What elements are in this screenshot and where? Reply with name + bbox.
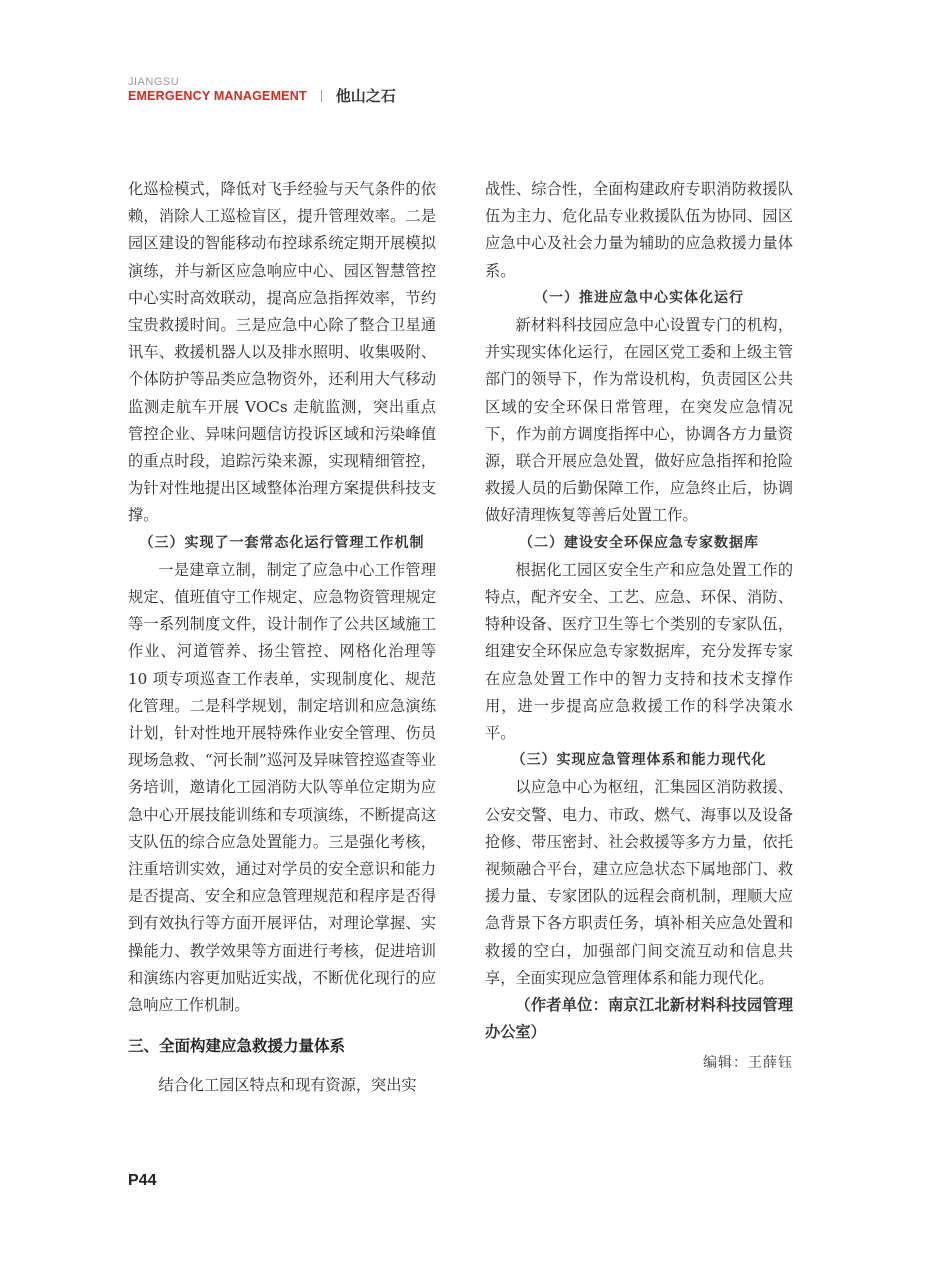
section-heading-3: 三、全面构建应急救援力量体系	[128, 1038, 346, 1056]
right-paragraph-1: 战性、综合性，全面构建政府专职消防救援队伍为主力、危化品专业救援队伍为协同、园区应急中心及社会力量为辅助的应急救援力量体系。	[485, 180, 793, 280]
right-subheading-1: （一）推进应急中心实体化运行	[534, 289, 744, 306]
left-paragraph-3: 结合化工园区特点和现有资源，突出实	[158, 1076, 417, 1095]
masthead-divider	[321, 90, 322, 102]
right-subheading-2: （二）建设安全环保应急专家数据库	[519, 534, 759, 551]
brand-small: JIANGSU	[128, 76, 180, 88]
page-number: P44	[128, 1172, 157, 1189]
right-paragraph-3: 根据化工园区安全生产和应急处置工作的特点，配齐安全、工艺、应急、环保、消防、特种设备、医疗卫生等七个类别的专家队伍，组建安全环保应急专家数据库，充分发挥专家在应急处置工作中的智力支持和技术支撑作用，进一步提高应急救援工作的科学决策水平。	[485, 560, 793, 743]
brand-title: EMERGENCY MANAGEMENT	[128, 89, 307, 103]
left-paragraph-1: 化巡检模式，降低对飞手经验与天气条件的依赖，消除人工巡检盲区，提升管理效率。二是园区建设的智能移动布控球系统定期开展模拟演练，并与新区应急响应中心、园区智慧管控中心实时高效联动，提高应急指挥效率，节约宝贵救援时间。三是应急中心除了整合卫星通讯车、救援机器人以及排水照明、收集吸附、个体防护等品类应急物资外，还利用大气移动监测走航车开展 VOCs 走航监测，突出重点管控企业、异味问题信访投诉区域和污染峰值的重点时段，追踪污染来源，实现精细管控，为针对性地提出区域整体治理方案提供科技支撑。	[128, 180, 436, 525]
section-title: 他山之石	[335, 87, 396, 105]
left-subheading-3: （三）实现了一套常态化运行管理工作机制	[139, 534, 425, 551]
right-paragraph-4: 以应急中心为枢纽，汇集园区消防救援、公安交警、电力、市政、燃气、海事以及设备抢修、带压密封、社会救援等多方力量，依托视频融合平台，建立应急状态下属地部门、救援力量、专家团队的远程会商机制，理顺大应急背景下各方职责任务，填补相关应急处置和救援的空白，加强部门间交流互动和信息共享，全面实现应急管理体系和能力现代化。	[485, 778, 793, 987]
left-column	[128, 176, 436, 1100]
masthead-row	[128, 88, 396, 104]
right-column	[485, 176, 793, 1075]
right-paragraph-2: 新材料科技园应急中心设置专门的机构，并实现实体化运行，在园区党工委和上级主管部门的领导下，作为常设机构，负责园区公共区域的安全环保日常管理，在突发应急情况下，作为前方调度指挥中心，协调各方力量资源，联合开展应急处置，做好应急指挥和抢险救援人员的后勤保障工作，应急终止后，协调做好清理恢复等善后处置工作。	[485, 316, 793, 525]
right-subheading-3: （三）实现应急管理体系和能力现代化	[511, 752, 767, 769]
masthead	[128, 76, 396, 104]
author-affiliation: （作者单位：南京江北新材料科技园管理办公室）	[485, 997, 793, 1042]
left-paragraph-2: 一是建章立制，制定了应急中心工作管理规定、值班值守工作规定、应急物资管理规定等一系列制度文件，设计制作了公共区域施工作业、河道管养、扬尘管控、网格化治理等 10 项专项巡查工作表单，实现制度化、规范化管理。二是科学规划，制定培训和应急演练计划，针对性地开展特殊作业安全管理、伤员现场急救、“河长制”巡河及异味管控巡查等业务培训，邀请化工园消防大队等单位定期为应急中心开展技能训练和专项演练，不断提高这支队伍的综合应急处置能力。三是强化考核，注重培训实效，通过对学员的安全意识和能力是否提高、安全和应急管理规范和程序是否得到有效执行等方面开展评估，对理论掌握、实操能力、教学效果等方面进行考核，促进培训和演练内容更加贴近实战，不断优化现行的应急响应工作机制。	[128, 560, 436, 1015]
editor-credit: 编辑：王薛钰	[703, 1054, 793, 1071]
